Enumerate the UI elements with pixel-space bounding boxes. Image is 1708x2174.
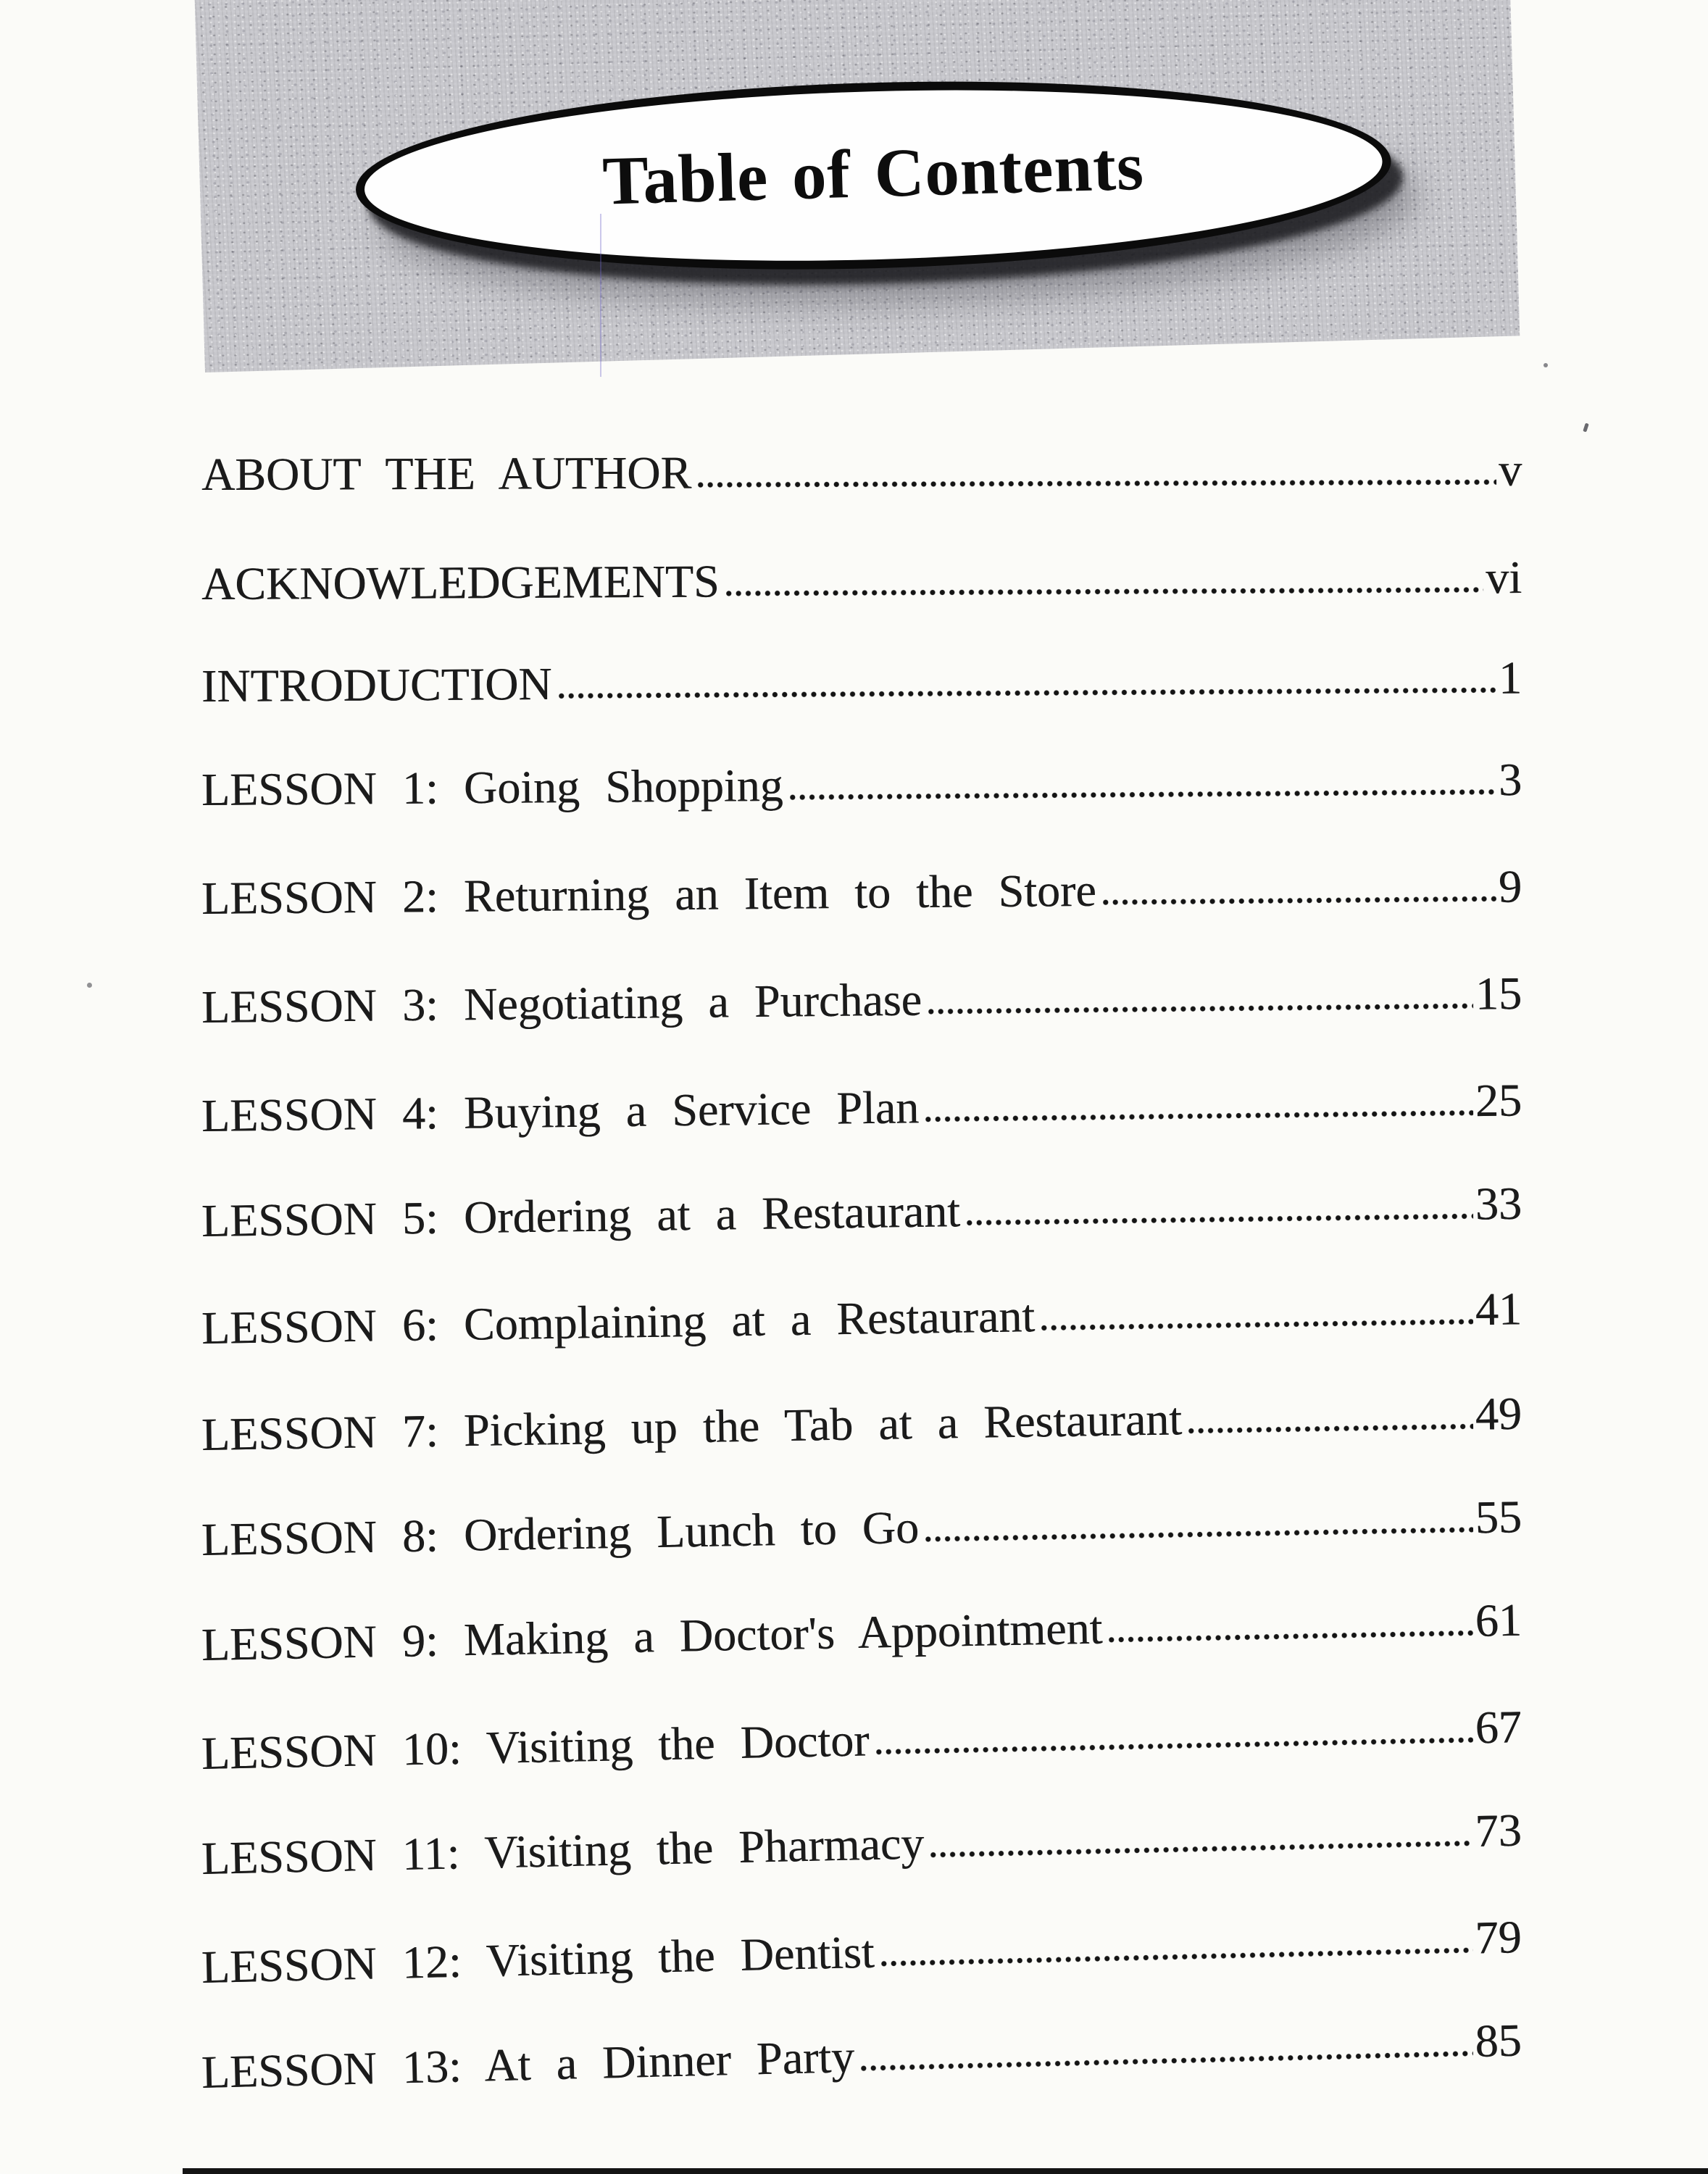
toc-entry-page: 85 — [1474, 2014, 1522, 2067]
toc-entry-label: ABOUT THE AUTHOR — [201, 446, 692, 500]
toc-entry-page: 15 — [1475, 967, 1522, 1020]
toc-entry-page: 79 — [1474, 1911, 1522, 1964]
toc-entry-label: INTRODUCTION — [201, 657, 552, 712]
toc-entry-page: vi — [1486, 551, 1522, 604]
dot-leader — [1105, 1630, 1473, 1644]
toc-entry-page: v — [1498, 443, 1522, 496]
scan-artifact-line — [600, 214, 601, 377]
page-title: Table of Contents — [601, 127, 1146, 220]
dot-leader — [1185, 1423, 1473, 1434]
toc-entry-label: LESSON 10: Visiting the Doctor — [201, 1714, 870, 1779]
toc-entry — [201, 1805, 1522, 1884]
toc-entry-label: LESSON 7: Picking up the Tab at a Restaurant — [201, 1393, 1183, 1460]
toc-entry — [201, 1702, 1522, 1778]
toc-banner-oval — [353, 68, 1394, 283]
toc-entry — [201, 1388, 1522, 1459]
dot-leader — [786, 788, 1496, 801]
toc-entry — [201, 2015, 1522, 2097]
toc-entry-label: LESSON 9: Making a Doctor's Appointment — [201, 1602, 1103, 1670]
toc-entry-label: LESSON 12: Visiting the Dentist — [201, 1925, 875, 1993]
toc-entry-page: 73 — [1474, 1804, 1522, 1857]
toc-entry-page: 9 — [1498, 860, 1522, 912]
scan-edge-bar — [183, 2168, 1708, 2174]
toc-entry-page: 33 — [1475, 1177, 1522, 1230]
toc-entry-page: 25 — [1475, 1074, 1522, 1127]
toc-entry-page: 61 — [1475, 1594, 1522, 1646]
toc-entry-page: 1 — [1498, 651, 1522, 704]
toc-entry-label: LESSON 5: Ordering at a Restaurant — [201, 1185, 961, 1246]
dot-leader — [922, 1526, 1473, 1542]
toc-entry-page: 55 — [1475, 1491, 1522, 1544]
dot-leader — [722, 586, 1484, 596]
dot-leader — [1099, 896, 1496, 906]
toc-entry-label: LESSON 13: At a Dinner Party — [201, 2030, 855, 2098]
scan-artifact-speck — [1583, 423, 1588, 433]
toc-entry — [201, 1491, 1522, 1565]
dot-leader — [1038, 1318, 1473, 1331]
toc-entry-label: LESSON 6: Complaining at a Restaurant — [201, 1290, 1036, 1354]
toc-entry — [201, 1912, 1522, 1992]
toc-entry — [201, 1283, 1522, 1353]
toc-entry-label: LESSON 1: Going Shopping — [201, 759, 783, 815]
scan-artifact-speck — [1544, 363, 1548, 367]
dot-leader — [878, 1947, 1473, 1967]
toc-entry-label: LESSON 4: Buying a Service Plan — [201, 1081, 920, 1141]
toc-entry-page: 3 — [1498, 754, 1522, 806]
scan-artifact-speck — [87, 983, 92, 988]
dot-leader — [922, 1109, 1473, 1123]
toc-entry — [201, 552, 1522, 609]
toc-entry-label: LESSON 11: Visiting the Pharmacy — [201, 1817, 925, 1884]
toc-entry-page: 67 — [1474, 1701, 1522, 1754]
dot-leader — [694, 479, 1496, 488]
toc-entry — [201, 968, 1522, 1032]
dot-leader — [925, 1003, 1473, 1015]
toc-entry-label: LESSON 2: Returning an Item to the Store — [201, 864, 1096, 924]
toc-entry-label: ACKNOWLEDGEMENTS — [201, 555, 720, 609]
toc-entry-label: LESSON 3: Negotiating a Purchase — [201, 973, 922, 1033]
toc-banner — [193, 0, 1520, 372]
toc-entry — [201, 1178, 1522, 1246]
toc-entry — [201, 1075, 1522, 1141]
toc-entry — [201, 653, 1522, 712]
dot-leader — [963, 1213, 1473, 1226]
toc-entry-page: 49 — [1475, 1387, 1522, 1440]
toc-entry-label: LESSON 8: Ordering Lunch to Go — [201, 1501, 920, 1565]
toc-entry — [201, 1595, 1522, 1670]
toc-entry — [201, 861, 1522, 923]
toc-entry — [201, 754, 1522, 815]
dot-leader — [857, 2050, 1473, 2072]
toc-entry — [201, 445, 1522, 499]
dot-leader — [555, 687, 1497, 699]
dot-leader — [872, 1736, 1473, 1755]
toc-entry-page: 41 — [1475, 1283, 1522, 1336]
dot-leader — [927, 1840, 1473, 1858]
